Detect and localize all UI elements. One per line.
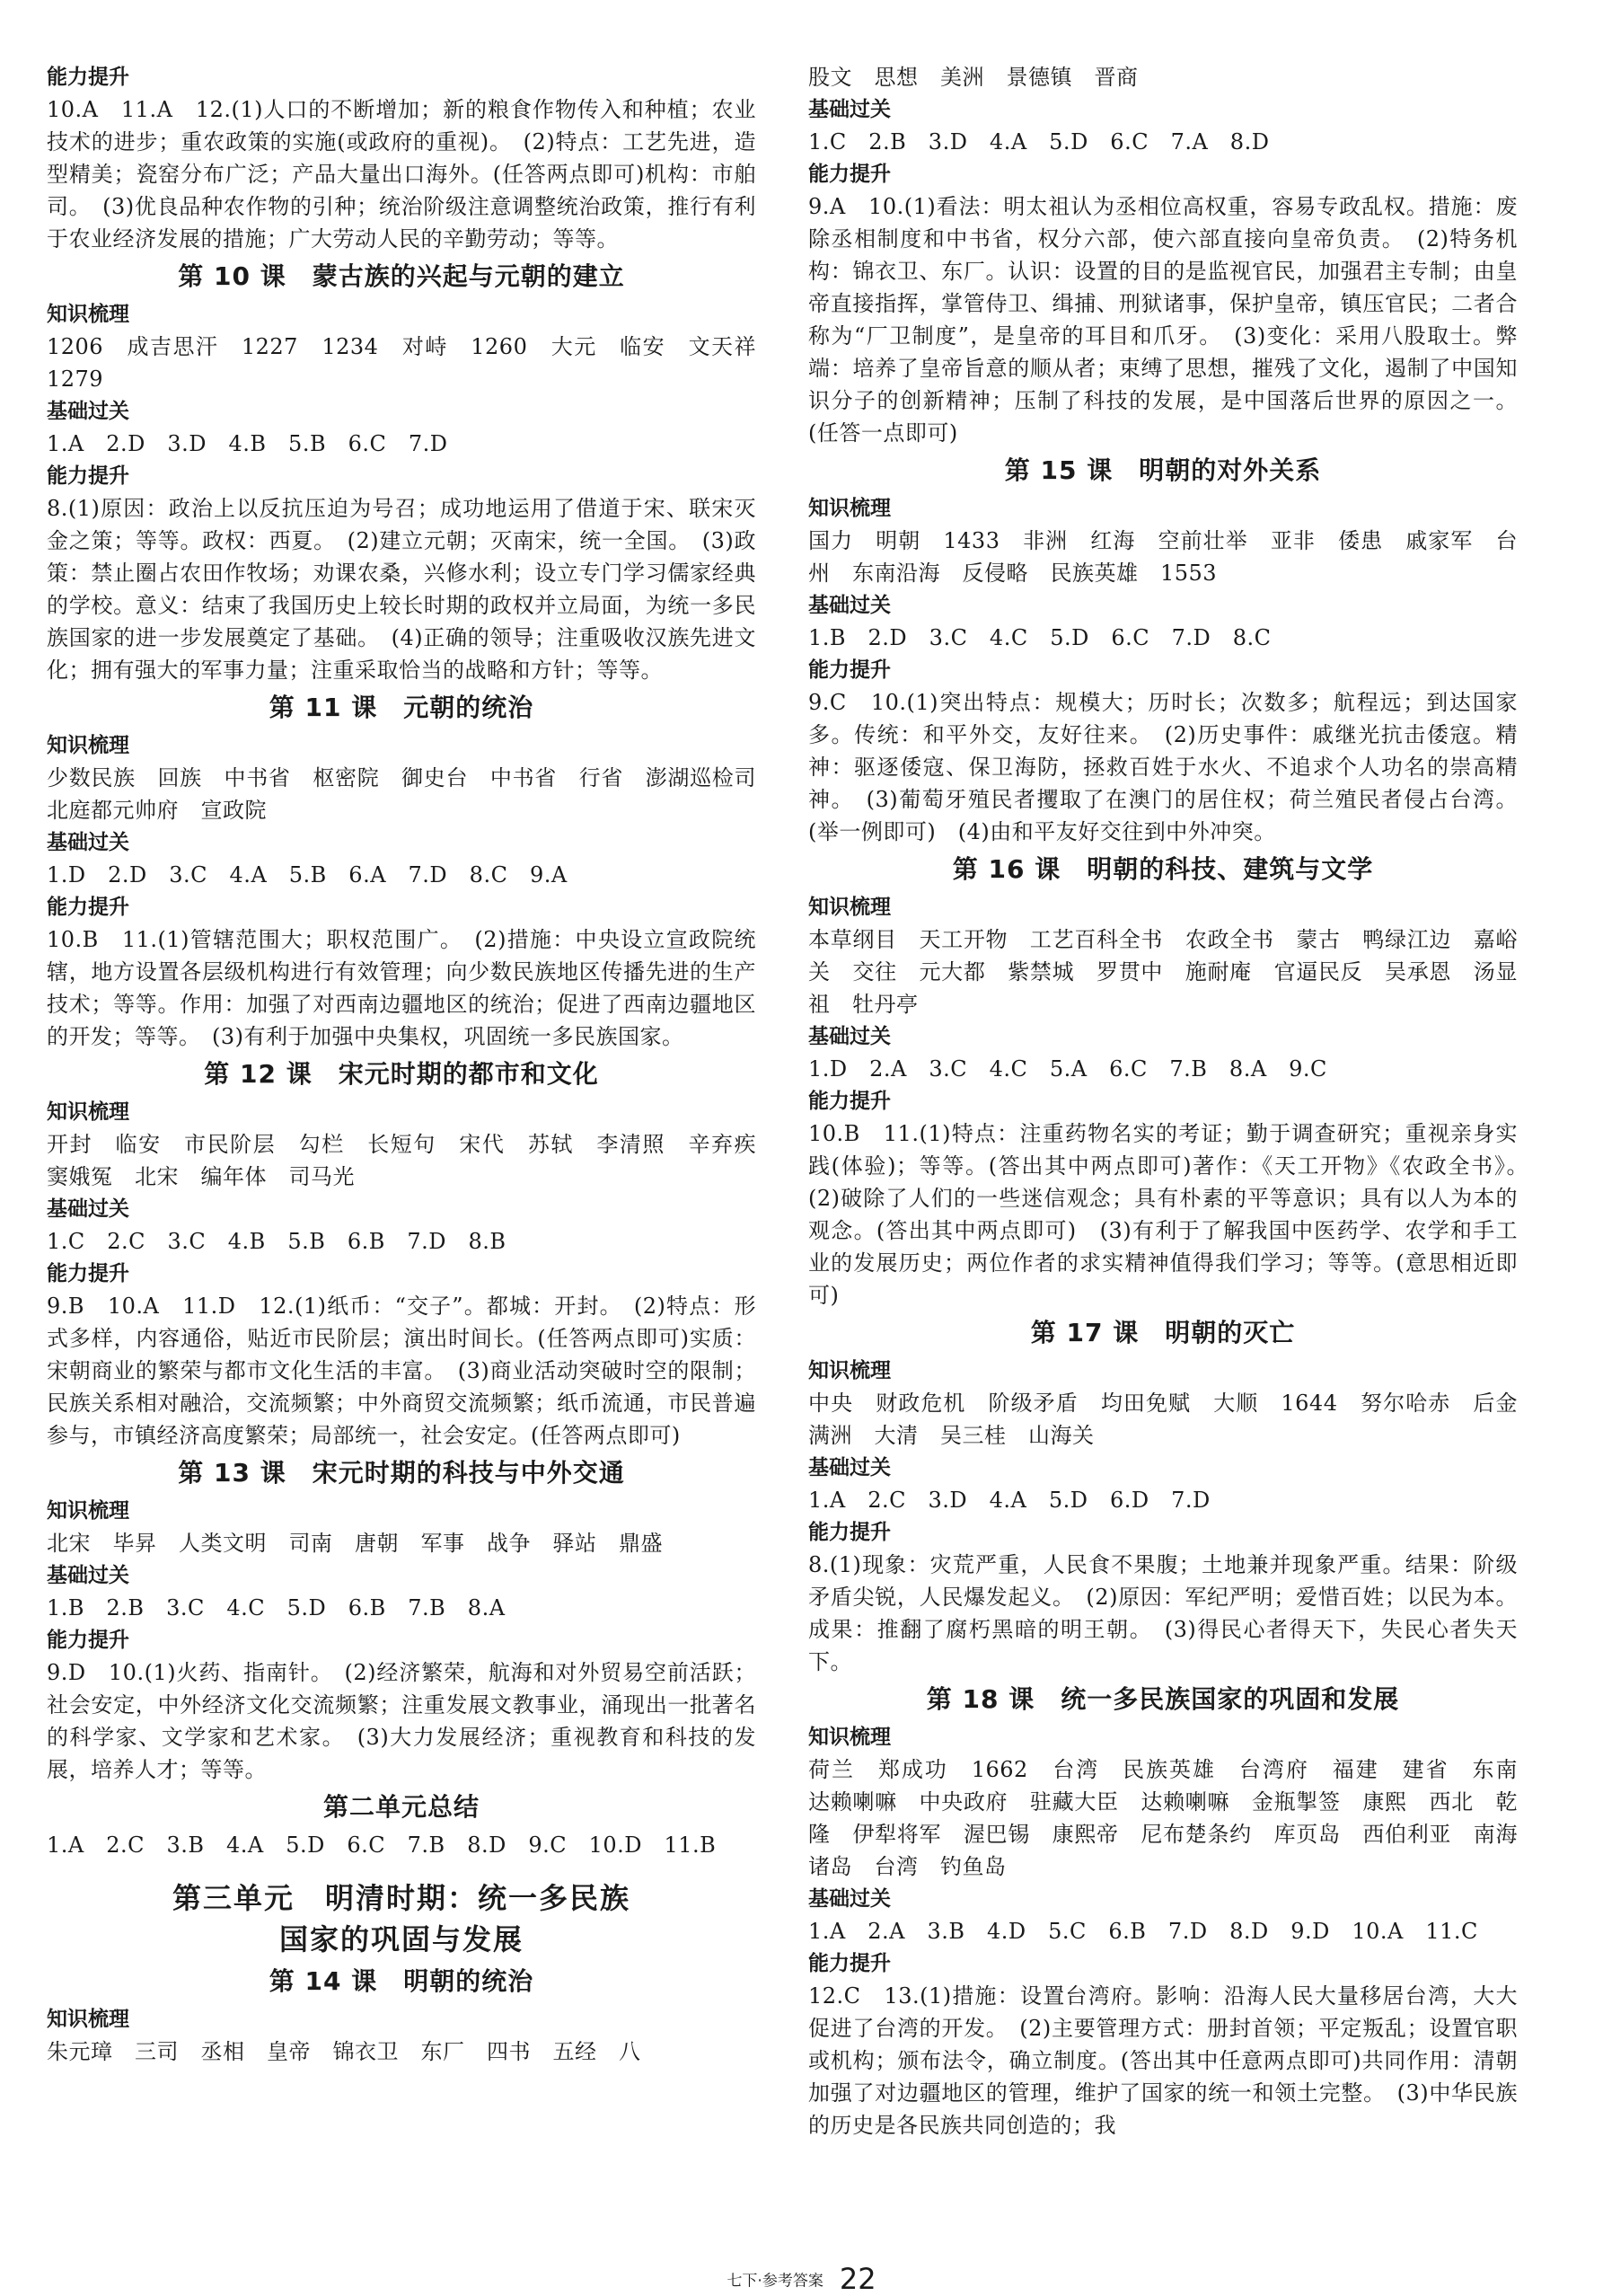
section-heading: 能力提升: [808, 1090, 891, 1113]
spacer: [47, 1861, 756, 1877]
answer-text: 1.D 2.D 3.C 4.A 5.B 6.A 7.D 8.C 9.A: [47, 862, 568, 887]
answer-text: 9.A 10.(1)看法：明太祖认为丞相位高权重，容易专政乱权。措施：废除丞相制度和中书省，权分六部，使六部直接向皇帝负责。 (2)特务机构：锦衣卫、东厂。认识：设置的目的是监视官民，加强君主专制；由皇帝直接指挥，掌管侍卫、缉捕、刑狱诸事，保护皇帝，镇压官民；二者合称为“厂卫制度”，是皇帝的耳目和爪牙。 (3)变化：采用八股取士。弊端：培养了皇帝旨意的顺从者；束缚了思想，摧残了文化，遏制了中国知识分子的创新精神；压制了科技的发展，是中国落后世界的原因之一。(任答一点即可): [808, 194, 1518, 446]
answer-text: 1.D 2.A 3.C 4.C 5.A 6.C 7.B 8.A 9.C: [808, 1056, 1327, 1082]
answer-text: 开封 临安 市民阶层 勾栏 长短句 宋代 苏轼 李清照 辛弃疾 窦娥冤 北宋 编年体 司马光: [47, 1132, 779, 1189]
answer-text: 中央 财政危机 阶级矛盾 均田免赋 大顺 1644 努尔哈赤 后金 满洲 大清 吴三桂 山海关: [808, 1391, 1540, 1448]
page-number: 22: [839, 2262, 876, 2296]
section-heading: 知识梳理: [808, 497, 891, 520]
right-column: [808, 61, 1540, 2141]
section-heading: 基础过关: [808, 1456, 891, 1479]
section-heading: 能力提升: [47, 1262, 129, 1285]
section-heading: 基础过关: [808, 594, 891, 617]
section-heading: 能力提升: [808, 163, 891, 186]
left-column: [47, 61, 779, 2068]
page-footer: [0, 2262, 1603, 2296]
section-heading: 知识梳理: [808, 896, 891, 919]
section-heading: 能力提升: [47, 464, 129, 488]
answer-text: 国力 明朝 1433 非洲 红海 空前壮举 亚非 倭患 戚家军 台州 东南沿海 反侵略 民族英雄 1553: [808, 528, 1518, 586]
answer-text: 8.(1)原因：政治上以反抗压迫为号召；成功地运用了借道于宋、联宋灭金之策；等等。政权：西夏。 (2)建立元朝；灭南宋，统一全国。 (3)政策：禁止圈占农田作牧场；劝课农桑，兴修水利；设立专门学习儒家经典的学校。意义：结束了我国历史上较长时期的政权并立局面，为统一多民族国家的进一步发展奠定了基础。 (4)正确的领导；注重吸收汉族先进文化；拥有强大的军事力量；注重采取恰当的战略和方针；等等。: [47, 496, 756, 683]
lesson-title: 第 10 课 蒙古族的兴起与元朝的建立: [178, 261, 625, 291]
answer-text: 荷兰 郑成功 1662 台湾 民族英雄 台湾府 福建 建省 东南 达赖喇嘛 中央政府 驻藏大臣 达赖喇嘛 金瓶掣签 康熙 西北 乾隆 伊犁将军 渥巴锡 康熙帝 尼布楚条约 库页岛 西伯利亚 南海诸岛 台湾 钓鱼岛: [808, 1757, 1540, 1879]
section-heading: 基础过关: [47, 400, 129, 423]
answer-text: 9.C 10.(1)突出特点：规模大；历时长；次数多；航程远；到达国家多。传统：和平外交，友好往来。 (2)历史事件：戚继光抗击倭寇。精神：驱逐倭寇、保卫海防，拯救百姓于水火、不追求个人功名的崇高精神。 (3)葡萄牙殖民者攫取了在澳门的居住权；荷兰殖民者侵占台湾。(举一例即可) (4)由和平友好交往到中外冲突。: [808, 690, 1518, 844]
answer-text: 1.A 2.C 3.B 4.A 5.D 6.C 7.B 8.D 9.C 10.D 11.B: [47, 1832, 717, 1858]
section-heading: 基础过关: [808, 1025, 891, 1048]
section-heading: 基础过关: [47, 1197, 129, 1221]
answer-text: 1206 成吉思汗 1227 1234 对峙 1260 大元 临安 文天祥 1279: [47, 334, 779, 392]
section-heading: 能力提升: [47, 896, 129, 919]
answer-text: 8.(1)现象：灾荒严重，人民食不果腹；土地兼并现象严重。结果：阶级矛盾尖锐，人民爆发起义。 (2)原因：军纪严明；爱惜百姓；以民为本。成果：推翻了腐朽黑暗的明王朝。 (3)得民心者得天下，失民心者失天下。: [808, 1552, 1518, 1674]
section-heading: 基础过关: [47, 831, 129, 854]
section-heading: 知识梳理: [47, 734, 129, 757]
lesson-title: 第 11 课 元朝的统治: [269, 693, 534, 722]
lesson-title: 第 14 课 明朝的统治: [269, 1966, 534, 1996]
section-heading: 知识梳理: [47, 1499, 129, 1523]
answer-text: 1.B 2.D 3.C 4.C 5.D 6.C 7.D 8.C: [808, 625, 1272, 650]
lesson-title: 第 15 课 明朝的对外关系: [1004, 455, 1322, 485]
section-heading: 知识梳理: [47, 303, 129, 326]
answer-text: 1.C 2.C 3.C 4.B 5.B 6.B 7.D 8.B: [47, 1229, 506, 1254]
answer-text: 朱元璋 三司 丞相 皇帝 锦衣卫 东厂 四书 五经 八: [47, 2039, 641, 2064]
unit-title: 国家的巩固与发展: [278, 1922, 524, 1956]
answer-text: 9.B 10.A 11.D 12.(1)纸币：“交子”。都城：开封。 (2)特点：形式多样，内容通俗，贴近市民阶层；演出时间长。(任答两点即可)实质：宋朝商业的繁荣与都市文化生活的丰富。 (3)商业活动突破时空的限制；民族关系相对融洽，交流频繁；中外商贸交流频繁；纸币流通，市民普遍参与，市镇经济高度繁荣；局部统一，社会安定。(任答两点即可): [47, 1294, 756, 1448]
section-heading: 知识梳理: [808, 1726, 891, 1749]
answer-text: 10.B 11.(1)特点：注重药物名实的考证；勤于调查研究；重视亲身实践(体验)；等等。(答出其中两点即可)著作：《天工开物》《农政全书》。 (2)破除了人们的一些迷信观念；具有朴素的平等意识；具有以人为本的观念。(答出其中两点即可) (3)有利于了解我国中医药学、农学和手工业的发展历史；两位作者的求实精神值得我们学习；等等。(意思相近即可): [808, 1121, 1540, 1308]
lesson-title: 第 18 课 统一多民族国家的巩固和发展: [926, 1684, 1400, 1714]
answer-text: 10.A 11.A 12.(1)人口的不断增加；新的粮食作物传入和种植；农业技术的进步；重农政策的实施(或政府的重视)。 (2)特点：工艺先进，造型精美；瓷窑分布广泛；产品大量出口海外。(任答两点即可)机构：市舶司。 (3)优良品种农作物的引种；统治阶级注意调整统治政策，推行有利于农业经济发展的措施；广大劳动人民的辛勤劳动；等等。: [47, 97, 756, 252]
lesson-title: 第二单元总结: [322, 1792, 480, 1822]
section-heading: 基础过关: [808, 98, 891, 121]
section-heading: 能力提升: [808, 1521, 891, 1544]
answer-text: 12.C 13.(1)措施：设置台湾府。影响：沿海人民大量移居台湾，大大促进了台湾的开发。 (2)主要管理方式：册封首领；平定叛乱；设置官职或机构；颁布法令，确立制度。(答出其中任意两点即可)共同作用：清朝加强了对边疆地区的管理，维护了国家的统一和领土完整。 (3)中华民族的历史是各民族共同创造的；我: [808, 1983, 1518, 2138]
answer-text: 少数民族 回族 中书省 枢密院 御史台 中书省 行省 澎湖巡检司 北庭都元帅府 宣政院: [47, 765, 779, 823]
lesson-title: 第 13 课 宋元时期的科技与中外交通: [178, 1458, 625, 1488]
section-heading: 知识梳理: [47, 2008, 129, 2031]
answer-text: 北宋 毕昇 人类文明 司南 唐朝 军事 战争 驿站 鼎盛: [47, 1531, 663, 1556]
section-heading: 基础过关: [808, 1887, 891, 1911]
answer-text: 9.D 10.(1)火药、指南针。 (2)经济繁荣，航海和对外贸易空前活跃；社会安定，中外经济文化交流频繁；注重发展文教事业，涌现出一批著名的科学家、文学家和艺术家。 (3)大力发展经济；重视教育和科技的发展，培养人才；等等。: [47, 1660, 756, 1782]
unit-title: 第三单元 明清时期：统一多民族: [172, 1881, 630, 1915]
answer-text: 股文 思想 美洲 景德镇 晋商: [808, 65, 1139, 90]
section-heading: 知识梳理: [808, 1359, 891, 1382]
answer-text: 1.A 2.C 3.D 4.A 5.D 6.D 7.D: [808, 1488, 1211, 1513]
lesson-title: 第 17 课 明朝的灭亡: [1030, 1318, 1296, 1347]
section-heading: 能力提升: [808, 658, 891, 682]
lesson-title: 第 12 课 宋元时期的都市和文化: [204, 1059, 599, 1089]
section-heading: 基础过关: [47, 1564, 129, 1587]
section-heading: 知识梳理: [47, 1100, 129, 1124]
lesson-title: 第 16 课 明朝的科技、建筑与文学: [952, 854, 1374, 884]
answer-text: 1.B 2.B 3.C 4.C 5.D 6.B 7.B 8.A: [47, 1595, 506, 1620]
answer-text: 本草纲目 天工开物 工艺百科全书 农政全书 蒙古 鸭绿江边 嘉峪关 交往 元大都 紫禁城 罗贯中 施耐庵 官逼民反 吴承恩 汤显祖 牡丹亭: [808, 927, 1518, 1017]
answer-text: 1.C 2.B 3.D 4.A 5.D 6.C 7.A 8.D: [808, 129, 1270, 155]
section-heading: 能力提升: [47, 1629, 129, 1652]
answer-text: 1.A 2.A 3.B 4.D 5.C 6.B 7.D 8.D 9.D 10.A 11.C: [808, 1919, 1478, 1944]
footer-label: 七下·参考答案: [727, 2272, 824, 2291]
section-heading: 能力提升: [808, 1952, 891, 1975]
section-heading: 能力提升: [47, 66, 129, 89]
answer-text: 10.B 11.(1)管辖范围大；职权范围广。 (2)措施：中央设立宣政院统辖，地方设置各层级机构进行有效管理；向少数民族地区传播先进的生产技术；等等。作用：加强了对西南边疆地区的统治；促进了西南边疆地区的开发；等等。 (3)有利于加强中央集权，巩固统一多民族国家。: [47, 927, 756, 1049]
answer-text: 1.A 2.D 3.D 4.B 5.B 6.C 7.D: [47, 431, 448, 456]
